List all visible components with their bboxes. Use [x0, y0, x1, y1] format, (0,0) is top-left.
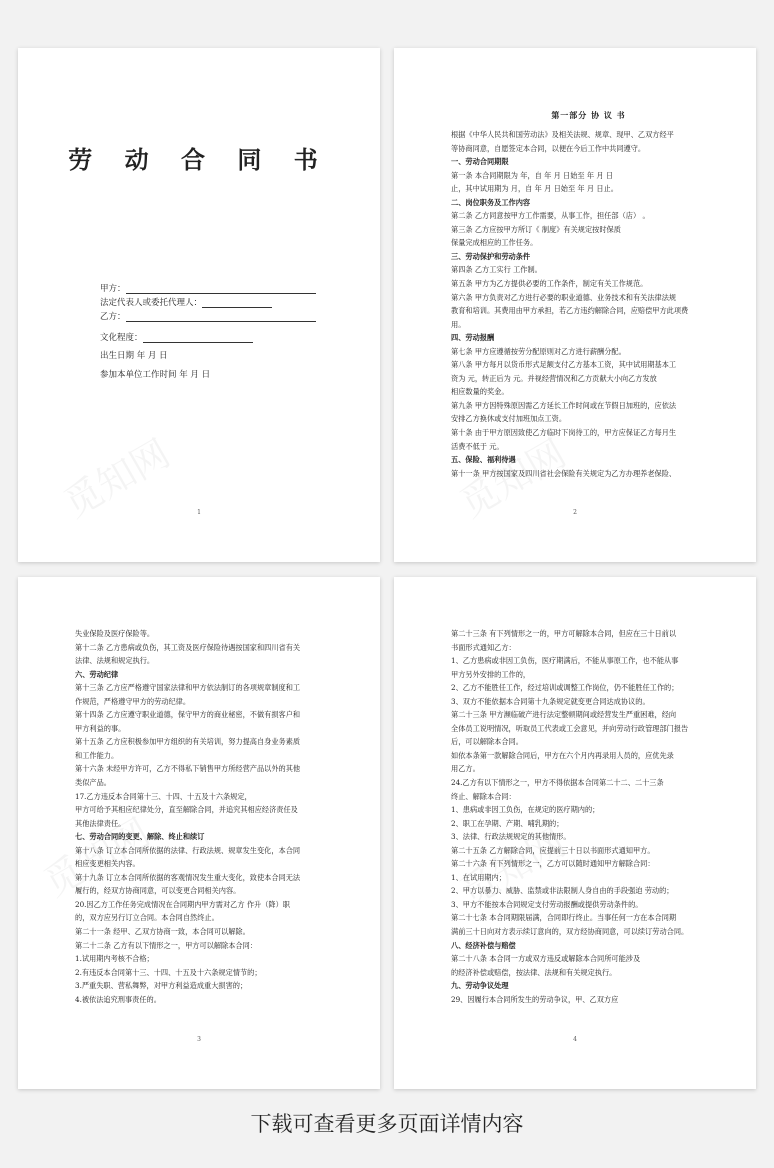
section-heading: 八、经济补偿与赔偿 [451, 940, 516, 950]
fill-in-line [126, 312, 316, 322]
text-line: 24.乙方有以下情形之一，甲方不得依据本合同第二十二、二十三条 [451, 778, 664, 788]
text-line: 第十条 由于甲方原因致使乙方临时下岗待工的，甲方应保证乙方每月生 [451, 428, 677, 438]
text-line: 后，可以解除本合同。 [451, 737, 523, 747]
page-3 [18, 577, 380, 1089]
cover-field-label: 甲方： [100, 284, 126, 294]
text-line: 第二十五条 乙方解除合同，应提前三十日以书面形式通知甲方。 [451, 845, 655, 855]
text-line: 第八条 甲方每月以货币形式足额支付乙方基本工资，其中试用期基本工 [451, 360, 677, 370]
text-line: 29、因履行本合同所发生的劳动争议，甲、乙双方应 [451, 994, 619, 1004]
section-heading: 四、劳动报酬 [451, 333, 495, 343]
text-line: 书面形式通知乙方： [451, 642, 516, 652]
text-line: 等协商同意，自愿签定本合同，以便在今后工作中共同遵守。 [451, 143, 646, 153]
text-line: 第十二条 乙方患病或负伤，其工资及医疗保险待遇按国家和四川省有关 [75, 642, 301, 652]
text-line: 相应数量的奖金。 [451, 387, 509, 397]
text-line: 1.试用期内考核不合格； [75, 954, 154, 964]
section-heading: 七、劳动合同的变更、解除、终止和续订 [75, 832, 205, 842]
text-line: 第十六条 未经甲方许可，乙方不得私下销售甲方所经营产品以外的其他 [75, 764, 301, 774]
text-line: 甲方可给予其相应纪律处分，直至解除合同，并追究其相应经济责任及 [75, 805, 298, 815]
text-line: 第二十一条 经甲、乙双方协商一致，本合同可以解除。 [75, 927, 250, 937]
text-line: 第二条 乙方同意按甲方工作需要，从事工作，担任部（店） 。 [451, 211, 650, 221]
text-line: 资为 元，转正后为 元。并视经营情况和乙方贡献大小向乙方发放 [451, 373, 657, 383]
text-line: 第二十八条 本合同一方或双方违反或解除本合同所可能涉及 [451, 954, 641, 964]
text-line: 第五条 甲方为乙方提供必要的工作条件，制定有关工作规范。 [451, 279, 648, 289]
page-4-body [451, 627, 726, 1006]
cover-field [100, 312, 316, 322]
text-line: 全体员工说明情况，听取员工代表或工会意见，并向劳动行政管理部门报告 [451, 723, 689, 733]
text-line: 活费不低于 元。 [451, 441, 504, 451]
text-line: 第十八条 订立本合同所依据的法律、行政法规、规章发生变化，本合同 [75, 845, 301, 855]
text-line: 第十九条 订立本合同所依据的客观情况发生重大变化，致使本合同无法 [75, 872, 301, 882]
text-line: 作规范，严格遵守甲方的劳动纪律。 [75, 696, 191, 706]
page-2 [394, 48, 756, 562]
text-line: 1、乙方患病或非因工负伤，医疗期满后，不能从事原工作，也不能从事 [451, 656, 679, 666]
section-heading: 五、保险、福利待遇 [451, 455, 516, 465]
text-line: 3.严重失职、营私舞弊，对甲方利益造成重大损害的； [75, 981, 248, 991]
text-line: 3、甲方不能按本合同规定支付劳动报酬或提供劳动条件的。 [451, 899, 643, 909]
text-line: 第九条 甲方因特殊原因需乙方延长工作时间或在节假日加班的，应依法 [451, 400, 677, 410]
page-1 [18, 48, 380, 562]
text-line: 3、双方不能依据本合同第十九条规定就变更合同达成协议的。 [451, 696, 650, 706]
text-line: 其他法律责任。 [75, 818, 126, 828]
fill-in-line [126, 284, 316, 294]
text-line: 1、在试用期内； [451, 872, 506, 882]
section-heading: 九、劳动争议处理 [451, 981, 509, 991]
text-line: 第十一条 甲方按国家及四川省社会保险有关规定为乙方办理养老保险、 [451, 468, 677, 478]
contract-title: 劳 动 合 同 书 [68, 145, 330, 174]
text-line: 第七条 甲方应遵循按劳分配原则对乙方进行薪酬分配。 [451, 346, 626, 356]
text-line: 第二十三条 甲方濒临破产进行法定整顿期间或经营发生严重困难，经向 [451, 710, 677, 720]
section-heading: 一、劳动合同期限 [451, 157, 509, 167]
part-title: 第一部分 协 议 书 [551, 110, 626, 120]
text-line: 根据《中华人民共和国劳动法》及相关法规、规章、现甲、乙双方经平 [451, 130, 674, 139]
section-heading: 六、劳动纪律 [75, 669, 119, 679]
fill-in-line [143, 333, 253, 343]
text-line: 甲方另外安排的工作的， [451, 669, 531, 679]
cover-field [100, 370, 210, 380]
text-line: 第十五条 乙方应积极参加甲方组织的有关培训，努力提高自身业务素质 [75, 737, 301, 747]
text-line: 相应变更相关内容。 [75, 859, 140, 869]
cover-field [100, 333, 253, 343]
text-line: 法律、法规和规定执行。 [75, 656, 155, 666]
download-footer-text[interactable]: 下载可查看更多页面详情内容 [250, 1112, 524, 1136]
text-line: 2、乙方不能胜任工作，经过培训或调整工作岗位，仍不能胜任工作的； [451, 683, 679, 693]
text-line: 第二十二条 乙方有以下情形之一，甲方可以解除本合同： [75, 940, 257, 950]
text-line: 用乙方。 [451, 764, 480, 774]
text-line: 第六条 甲方负责对乙方进行必要的职业道德、业务技术和有关法律法规 [451, 292, 677, 302]
text-line: 第十四条 乙方应遵守职业道德，保守甲方的商业秘密，不做有损客户和 [75, 710, 301, 720]
page-number: 4 [573, 1036, 577, 1043]
page-4 [394, 577, 756, 1089]
page-number: 3 [197, 1036, 201, 1043]
section-heading: 二、岗位职务及工作内容 [451, 197, 531, 207]
cover-field-label: 出生日期 年 月 日 [100, 351, 168, 361]
cover-field-label: 法定代表人或委托代理人： [100, 298, 203, 308]
text-line: 失业保险及医疗保险等。 [75, 629, 155, 638]
text-line: 2.有违反本合同第十三、十四、十五及十六条规定情节的； [75, 967, 262, 977]
text-line: 履行的，经双方协商同意，可以变更合同相关内容。 [75, 886, 241, 896]
text-line: 的经济补偿或赔偿，按法律、法规和有关规定执行。 [451, 967, 617, 977]
page-2-body [451, 102, 726, 480]
text-line: 第二十七条 本合同期限届满，合同即行终止。当事任何一方在本合同期 [451, 913, 677, 923]
text-line: 和工作能力。 [75, 750, 119, 760]
text-line: 3、法律、行政法规规定的其他情形。 [451, 832, 571, 842]
text-line: 终止、解除本合同： [451, 791, 516, 801]
text-line: 第四条 乙方工实行 工作制。 [451, 265, 542, 275]
page-number: 1 [197, 509, 201, 516]
text-line: 2、职工在孕期、产期、哺乳期的； [451, 818, 564, 828]
cover-field [100, 284, 316, 294]
text-line: 用。 [451, 319, 466, 329]
text-line: 类似产品。 [75, 778, 111, 788]
text-line: 安排乙方换休或支付加班加点工资。 [451, 414, 567, 424]
text-line: 的，双方应另行订立合同。本合同自然终止。 [75, 913, 219, 923]
text-line: 2、甲方以暴力、威胁、监禁或非法限制人身自由的手段强迫 劳动的； [451, 886, 674, 896]
text-line: 保量完成相应的工作任务。 [451, 238, 538, 248]
text-line: 止，其中试用期为 月，自 年 月 日始至 年 月 日止。 [451, 184, 618, 194]
text-line: 第二十六条 有下列情形之一，乙方可以随时通知甲方解除合同： [451, 859, 655, 869]
cover-field [100, 351, 168, 361]
text-line: 第二十三条 有下列情形之一的，甲方可解除本合同，但应在三十日前以 [451, 629, 677, 638]
text-line: 甲方利益的事。 [75, 723, 126, 733]
cover-field [100, 298, 272, 308]
cover-field-label: 文化程度： [100, 333, 143, 343]
text-line: 4.被依法追究刑事责任的。 [75, 994, 161, 1004]
page-number: 2 [573, 509, 577, 516]
text-line: 满前三十日向对方表示续订意向的，双方经协商同意，可以续订劳动合同。 [451, 927, 689, 937]
text-line: 教育和培训。其费用由甲方承担，若乙方违约解除合同，应赔偿甲方此项费 [451, 306, 689, 316]
cover-field-label: 参加本单位工作时间 年 月 日 [100, 370, 211, 380]
section-heading: 三、劳动保护和劳动条件 [451, 251, 531, 261]
text-line: 20.因乙方工作任务完成情况在合同期内甲方需对乙方 作升（降）职 [75, 899, 290, 909]
page-3-body [75, 627, 350, 1006]
text-line: 1、患病或非因工负伤，在规定的医疗期内的； [451, 805, 600, 815]
text-line: 如依本条第一款解除合同后，甲方在六个月内再录用人员的，应优先录 [451, 750, 674, 760]
fill-in-line [202, 298, 272, 308]
text-line: 第十三条 乙方应严格遵守国家法律和甲方依法制订的各项规章制度和工 [75, 683, 301, 693]
text-line: 第三条 乙方应按甲方所订《 制度》有关规定按时保质 [451, 224, 621, 234]
cover-field-label: 乙方： [100, 312, 126, 322]
text-line: 17.乙方违反本合同第十三、十四、十五及十六条规定， [75, 791, 252, 801]
text-line: 第一条 本合同期限为 年，自 年 月 日始至 年 月 日 [451, 170, 614, 180]
